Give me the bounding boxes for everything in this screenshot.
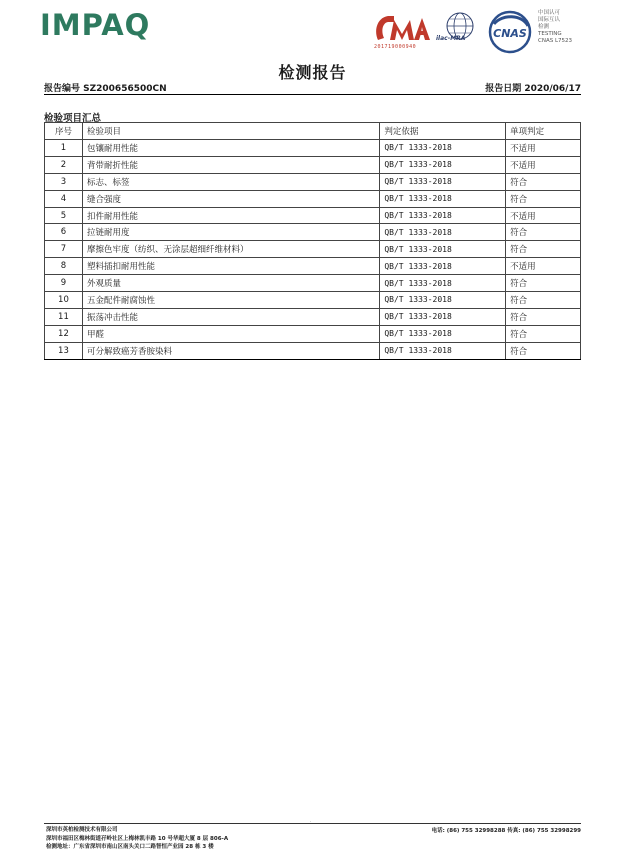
cma-number: 201719000940 [374, 44, 417, 50]
row-no: 4 [45, 190, 83, 207]
row-no: 3 [45, 173, 83, 190]
table-row [45, 173, 581, 190]
table-row [45, 190, 581, 207]
footer-address: 深圳市福田区梅林街道孖岭社区上梅林凯丰路 10 号华超大厦 8 层 806-A [46, 835, 229, 842]
center-mark: · [310, 819, 312, 824]
ilac-mra-label: ilac-MRA [436, 35, 466, 42]
row-result: 符合 [506, 308, 581, 325]
column-header-result: 单项判定 [506, 123, 581, 140]
row-basis: QB/T 1333-2018 [380, 241, 506, 258]
row-no: 1 [45, 140, 83, 157]
footer-company: 深圳市英柏检测技术有限公司 [46, 827, 118, 833]
row-item: 缝合强度 [82, 190, 379, 207]
row-no: 2 [45, 156, 83, 173]
table-row [45, 292, 581, 309]
report-number: 报告编号 SZ200656500CN [44, 84, 167, 94]
row-result: 符合 [506, 241, 581, 258]
row-item: 振荡冲击性能 [82, 308, 379, 325]
row-basis: QB/T 1333-2018 [380, 292, 506, 309]
row-result: 符合 [506, 173, 581, 190]
table-row [45, 258, 581, 275]
report-info [44, 81, 581, 94]
footer [46, 826, 228, 852]
row-basis: QB/T 1333-2018 [380, 140, 506, 157]
row-no: 6 [45, 224, 83, 241]
row-no: 13 [45, 342, 83, 359]
row-item: 甲醛 [82, 325, 379, 342]
column-header-no: 序号 [45, 123, 83, 140]
row-no: 5 [45, 207, 83, 224]
row-item: 摩擦色牢度（纺织、无涂层超细纤维材料） [82, 241, 379, 258]
footer-contact: 电话: (86) 755 32998288 传真: (86) 755 32998299 [431, 828, 581, 834]
row-basis: QB/T 1333-2018 [380, 173, 506, 190]
cnas-info-line: TESTING [538, 31, 562, 37]
row-result: 符合 [506, 292, 581, 309]
table-row [45, 342, 581, 359]
row-no: 12 [45, 325, 83, 342]
row-item: 拉链耐用度 [82, 224, 379, 241]
row-result: 不适用 [506, 140, 581, 157]
row-basis: QB/T 1333-2018 [380, 224, 506, 241]
row-basis: QB/T 1333-2018 [380, 275, 506, 292]
row-no: 7 [45, 241, 83, 258]
row-item: 五金配件耐腐蚀性 [82, 292, 379, 309]
cnas-info-line: CNAS L7523 [538, 38, 573, 44]
page-title: 检测报告 [278, 63, 347, 82]
cnas-info-line: 中国认可 [538, 10, 561, 16]
row-result: 符合 [506, 342, 581, 359]
row-no: 11 [45, 308, 83, 325]
row-item: 扣件耐用性能 [82, 207, 379, 224]
cnas-info [538, 10, 572, 45]
row-result: 符合 [506, 190, 581, 207]
section-title: 检验项目汇总 [44, 113, 102, 124]
row-item: 外观质量 [82, 275, 379, 292]
report-date: 报告日期 2020/06/17 [485, 84, 581, 94]
row-item: 包镶耐用性能 [82, 140, 379, 157]
row-item: 标志、标签 [82, 173, 379, 190]
impaq-logo: IMPAQ [40, 8, 151, 42]
cnas-info-line: 国际互认 [538, 17, 561, 23]
table-row [45, 325, 581, 342]
row-basis: QB/T 1333-2018 [380, 308, 506, 325]
row-item: 背带耐折性能 [82, 156, 379, 173]
row-basis: QB/T 1333-2018 [380, 207, 506, 224]
row-result: 不适用 [506, 156, 581, 173]
summary-table [44, 122, 581, 360]
footer-divider [44, 823, 581, 824]
ilac-mra-mark-icon [436, 10, 484, 54]
row-basis: QB/T 1333-2018 [380, 342, 506, 359]
table-row [45, 308, 581, 325]
table-row [45, 224, 581, 241]
row-no: 8 [45, 258, 83, 275]
row-result: 不适用 [506, 258, 581, 275]
row-result: 符合 [506, 224, 581, 241]
row-result: 不适用 [506, 207, 581, 224]
table-row [45, 207, 581, 224]
row-result: 符合 [506, 325, 581, 342]
row-item: 塑料插扣耐用性能 [82, 258, 379, 275]
table-header-row [45, 123, 581, 140]
footer-lab-address: 检测地址：广东省深圳市南山区南头关口二路智恒产业园 28 栋 3 楼 [46, 844, 214, 850]
table-row [45, 156, 581, 173]
column-header-item: 检验项目 [82, 123, 379, 140]
header-divider [44, 94, 581, 95]
row-result: 符合 [506, 275, 581, 292]
row-basis: QB/T 1333-2018 [380, 156, 506, 173]
row-basis: QB/T 1333-2018 [380, 190, 506, 207]
row-no: 10 [45, 292, 83, 309]
cnas-label: CNAS [493, 27, 527, 40]
table-row [45, 140, 581, 157]
cnas-mark-icon [486, 10, 534, 54]
row-no: 9 [45, 275, 83, 292]
table-row [45, 275, 581, 292]
certification-marks [372, 8, 592, 56]
cnas-info-line: 检测 [538, 24, 550, 30]
column-header-basis: 判定依据 [380, 123, 506, 140]
row-basis: QB/T 1333-2018 [380, 258, 506, 275]
table-row [45, 241, 581, 258]
row-item: 可分解致癌芳香胺染料 [82, 342, 379, 359]
row-basis: QB/T 1333-2018 [380, 325, 506, 342]
